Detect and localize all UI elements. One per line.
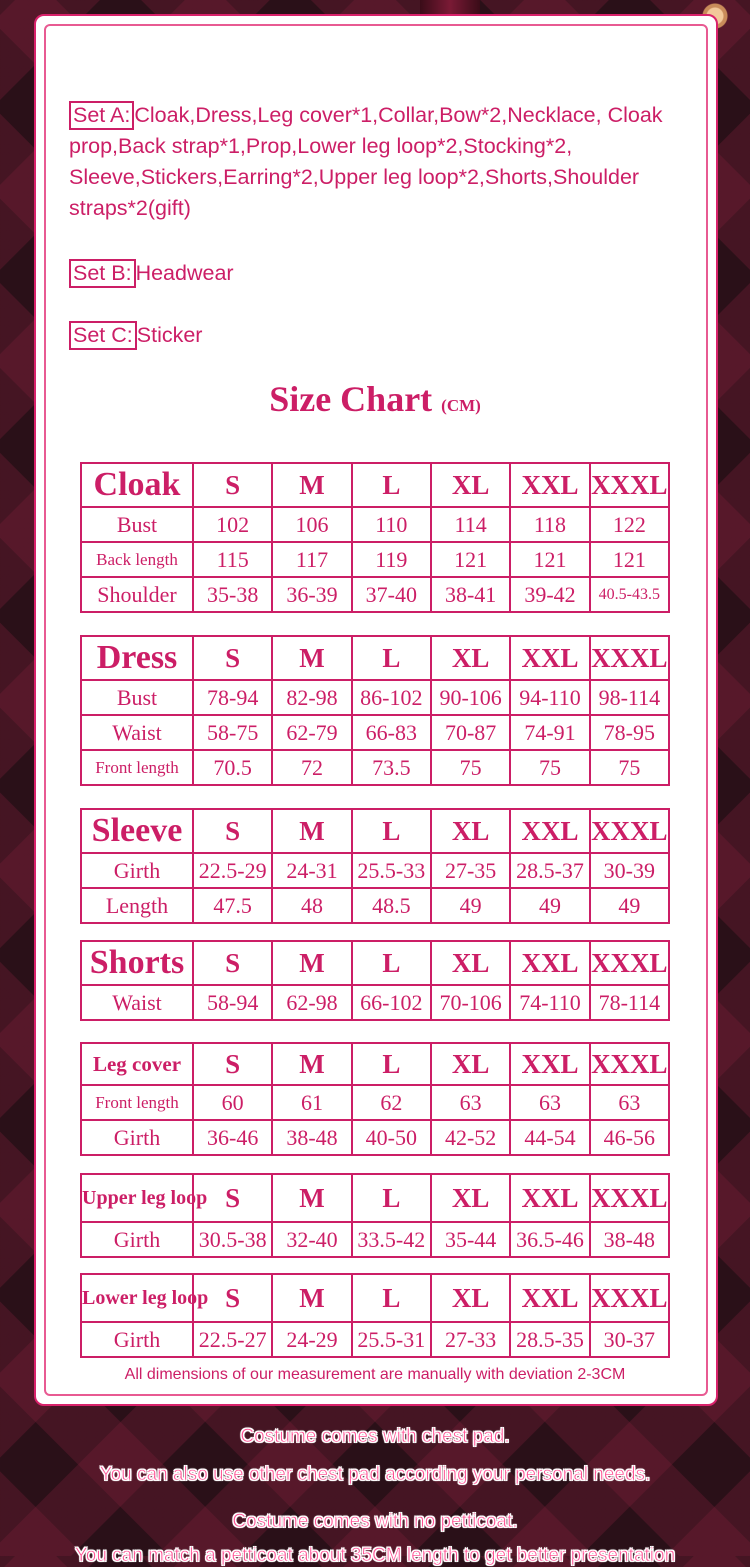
cell-value: 30-37 <box>590 1322 669 1357</box>
table-row <box>81 680 669 715</box>
cell-value: 102 <box>193 507 272 542</box>
size-table-5 <box>80 1173 670 1258</box>
cell-value: 22.5-29 <box>193 853 272 888</box>
size-table-1 <box>80 635 670 786</box>
row-label: Back length <box>81 542 193 577</box>
cell-value: 49 <box>431 888 510 923</box>
cell-value: 75 <box>590 750 669 785</box>
cell-value: 47.5 <box>193 888 272 923</box>
size-header: XXXL <box>590 463 669 507</box>
cell-value: 38-48 <box>272 1120 351 1155</box>
table-row <box>81 715 669 750</box>
row-label: Shoulder <box>81 577 193 612</box>
size-header: XXXL <box>590 1274 669 1322</box>
cell-value: 42-52 <box>431 1120 510 1155</box>
cell-value: 27-33 <box>431 1322 510 1357</box>
table-row <box>81 507 669 542</box>
size-chart-title-text: Size Chart <box>269 379 433 419</box>
size-table-2 <box>80 808 670 924</box>
row-label: Waist <box>81 985 193 1020</box>
size-header: XXL <box>510 1174 589 1222</box>
size-header: XL <box>431 636 510 680</box>
size-chart-title <box>0 378 750 420</box>
size-header: L <box>352 1043 431 1085</box>
set-a <box>69 100 684 224</box>
cell-value: 63 <box>590 1085 669 1120</box>
cell-value: 121 <box>510 542 589 577</box>
size-header: L <box>352 636 431 680</box>
row-label: Girth <box>81 1120 193 1155</box>
cell-value: 74-91 <box>510 715 589 750</box>
size-header: XXL <box>510 636 589 680</box>
size-header: M <box>272 809 351 853</box>
cell-value: 63 <box>431 1085 510 1120</box>
cell-value: 78-95 <box>590 715 669 750</box>
footer-line-4: You can match a petticoat about 35CM length to get better presentation <box>74 1545 676 1566</box>
set-b <box>69 258 684 289</box>
table-row <box>81 888 669 923</box>
set-a-text: Cloak,Dress,Leg cover*1,Collar,Bow*2,Necklace, Cloak prop,Back strap*1,Prop,Lower leg loop*2,Stocking*2, Sleeve,Stickers,Earring*2,Upper leg loop*2,Shorts,Shoulder straps*2(gift) <box>69 103 663 220</box>
table-name: Upper leg loop <box>81 1174 193 1222</box>
cell-value: 118 <box>510 507 589 542</box>
size-header: XL <box>431 463 510 507</box>
cell-value: 86-102 <box>352 680 431 715</box>
size-header: L <box>352 809 431 853</box>
row-label: Front length <box>81 1085 193 1120</box>
table-row <box>81 1120 669 1155</box>
cell-value: 90-106 <box>431 680 510 715</box>
size-header: L <box>352 463 431 507</box>
cell-value: 44-54 <box>510 1120 589 1155</box>
cell-value: 62-98 <box>272 985 351 1020</box>
size-header: XL <box>431 1043 510 1085</box>
cell-value: 70-87 <box>431 715 510 750</box>
cell-value: 62-79 <box>272 715 351 750</box>
size-header: M <box>272 463 351 507</box>
size-header: S <box>193 1174 272 1222</box>
size-header: S <box>193 941 272 985</box>
table-row <box>81 1085 669 1120</box>
size-header: M <box>272 636 351 680</box>
row-label: Waist <box>81 715 193 750</box>
size-header: XXXL <box>590 1043 669 1085</box>
footer-line-3: Costume comes with no petticoat. <box>232 1511 518 1532</box>
set-b-text: Headwear <box>135 261 234 285</box>
cell-value: 48 <box>272 888 351 923</box>
size-header: S <box>193 809 272 853</box>
cell-value: 28.5-37 <box>510 853 589 888</box>
set-b-tag: Set B: <box>69 259 136 288</box>
cell-value: 98-114 <box>590 680 669 715</box>
size-header: M <box>272 1174 351 1222</box>
size-header: XXXL <box>590 809 669 853</box>
size-table-6 <box>80 1273 670 1358</box>
footer-line-2: You can also use other chest pad according your personal needs. <box>99 1464 651 1485</box>
cell-value: 62 <box>352 1085 431 1120</box>
table-row <box>81 1322 669 1357</box>
cell-value: 36-46 <box>193 1120 272 1155</box>
row-label: Bust <box>81 680 193 715</box>
cell-value: 63 <box>510 1085 589 1120</box>
cell-value: 25.5-33 <box>352 853 431 888</box>
cell-value: 82-98 <box>272 680 351 715</box>
table-row <box>81 1222 669 1257</box>
row-label: Front length <box>81 750 193 785</box>
cell-value: 36-39 <box>272 577 351 612</box>
cell-value: 66-83 <box>352 715 431 750</box>
cell-value: 32-40 <box>272 1222 351 1257</box>
size-table-0 <box>80 462 670 613</box>
size-header: S <box>193 636 272 680</box>
cell-value: 28.5-35 <box>510 1322 589 1357</box>
cell-value: 75 <box>431 750 510 785</box>
set-a-tag: Set A: <box>69 101 134 130</box>
size-table-3 <box>80 940 670 1021</box>
cell-value: 22.5-27 <box>193 1322 272 1357</box>
table-row <box>81 577 669 612</box>
cell-value: 115 <box>193 542 272 577</box>
cell-value: 49 <box>590 888 669 923</box>
cell-value: 35-44 <box>431 1222 510 1257</box>
size-header: L <box>352 1174 431 1222</box>
table-name: Lower leg loop <box>81 1274 193 1322</box>
table-name: Cloak <box>81 463 193 507</box>
size-header: XXXL <box>590 636 669 680</box>
table-name: Dress <box>81 636 193 680</box>
cell-value: 30.5-38 <box>193 1222 272 1257</box>
cell-value: 74-110 <box>510 985 589 1020</box>
row-label: Bust <box>81 507 193 542</box>
cell-value: 72 <box>272 750 351 785</box>
cell-value: 66-102 <box>352 985 431 1020</box>
cell-value: 38-48 <box>590 1222 669 1257</box>
table-name: Shorts <box>81 941 193 985</box>
measurement-note: All dimensions of our measurement are manually with deviation 2-3CM <box>124 1366 626 1383</box>
row-label: Length <box>81 888 193 923</box>
size-header: XXXL <box>590 1174 669 1222</box>
cell-value: 78-114 <box>590 985 669 1020</box>
size-header: XL <box>431 809 510 853</box>
set-c-text: Sticker <box>136 323 203 347</box>
size-header: XXL <box>510 1274 589 1322</box>
cell-value: 39-42 <box>510 577 589 612</box>
cell-value: 75 <box>510 750 589 785</box>
size-header: XXL <box>510 941 589 985</box>
cell-value: 48.5 <box>352 888 431 923</box>
cell-value: 122 <box>590 507 669 542</box>
cell-value: 70.5 <box>193 750 272 785</box>
cell-value: 60 <box>193 1085 272 1120</box>
cell-value: 46-56 <box>590 1120 669 1155</box>
size-header: XL <box>431 1274 510 1322</box>
cell-value: 117 <box>272 542 351 577</box>
table-name: Sleeve <box>81 809 193 853</box>
size-header: S <box>193 463 272 507</box>
set-c-tag: Set C: <box>69 321 137 350</box>
size-header: XXL <box>510 809 589 853</box>
size-header: XL <box>431 1174 510 1222</box>
cell-value: 106 <box>272 507 351 542</box>
cell-value: 73.5 <box>352 750 431 785</box>
size-header: XXXL <box>590 941 669 985</box>
size-chart-unit: (CM) <box>441 396 481 415</box>
cell-value: 36.5-46 <box>510 1222 589 1257</box>
set-c <box>69 320 684 351</box>
row-label: Girth <box>81 1222 193 1257</box>
footer-line-1: Costume comes with chest pad. <box>240 1426 510 1447</box>
cell-value: 121 <box>431 542 510 577</box>
cell-value: 94-110 <box>510 680 589 715</box>
table-row <box>81 853 669 888</box>
cell-value: 25.5-31 <box>352 1322 431 1357</box>
table-name: Leg cover <box>81 1043 193 1085</box>
cell-value: 61 <box>272 1085 351 1120</box>
cell-value: 40-50 <box>352 1120 431 1155</box>
cell-value: 58-75 <box>193 715 272 750</box>
cell-value: 24-29 <box>272 1322 351 1357</box>
size-header: M <box>272 941 351 985</box>
table-row <box>81 750 669 785</box>
cell-value: 38-41 <box>431 577 510 612</box>
cell-value: 37-40 <box>352 577 431 612</box>
size-header: L <box>352 1274 431 1322</box>
cell-value: 33.5-42 <box>352 1222 431 1257</box>
cell-value: 70-106 <box>431 985 510 1020</box>
cell-value: 110 <box>352 507 431 542</box>
size-table-4 <box>80 1042 670 1156</box>
size-header: M <box>272 1274 351 1322</box>
cell-value: 35-38 <box>193 577 272 612</box>
cell-value: 24-31 <box>272 853 351 888</box>
cell-value: 27-35 <box>431 853 510 888</box>
size-header: S <box>193 1043 272 1085</box>
cell-value: 30-39 <box>590 853 669 888</box>
size-header: XXL <box>510 463 589 507</box>
size-header: L <box>352 941 431 985</box>
cell-value: 119 <box>352 542 431 577</box>
row-label: Girth <box>81 1322 193 1357</box>
cell-value: 114 <box>431 507 510 542</box>
top-decoration <box>420 0 480 14</box>
size-header: XL <box>431 941 510 985</box>
size-header: XXL <box>510 1043 589 1085</box>
cell-value: 49 <box>510 888 589 923</box>
cell-value: 58-94 <box>193 985 272 1020</box>
table-row <box>81 542 669 577</box>
table-row <box>81 985 669 1020</box>
cell-value: 78-94 <box>193 680 272 715</box>
size-header: S <box>193 1274 272 1322</box>
size-header: M <box>272 1043 351 1085</box>
cell-value: 121 <box>590 542 669 577</box>
cell-value: 40.5-43.5 <box>590 577 669 612</box>
row-label: Girth <box>81 853 193 888</box>
